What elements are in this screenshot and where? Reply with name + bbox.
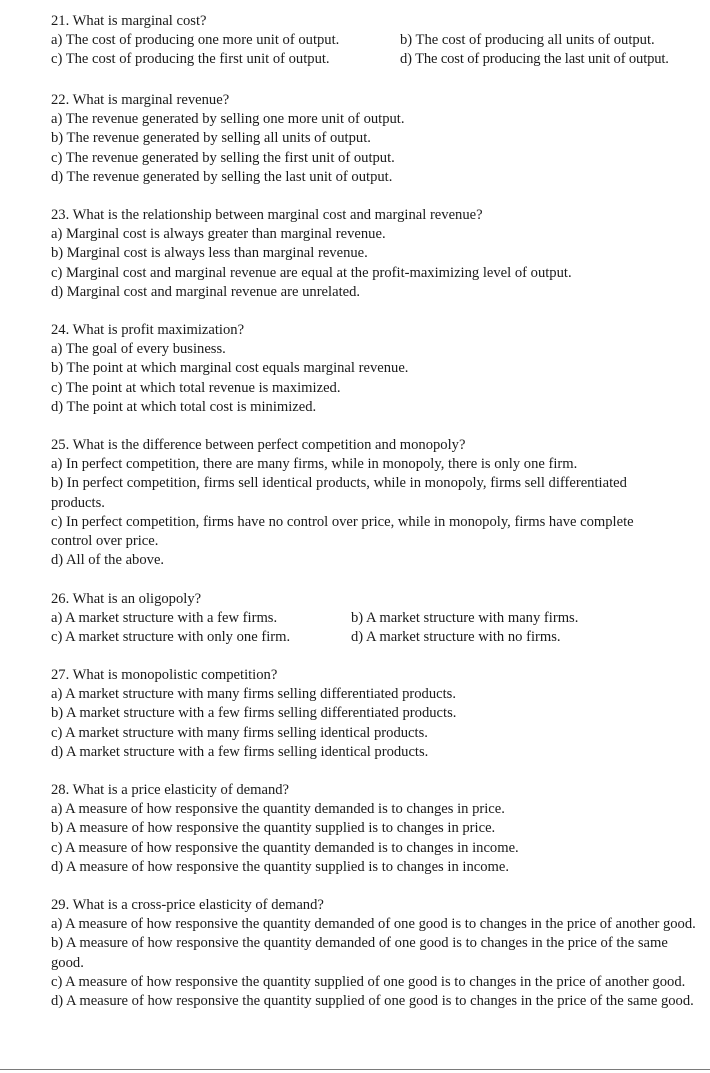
option-row: [51, 609, 701, 628]
question-title: 26. What is an oligopoly?: [51, 591, 202, 607]
option-c: c) Marginal cost and marginal revenue are equal at the profit-maximizing level of output.: [51, 264, 572, 281]
option-d: d) The revenue generated by selling the last unit of output.: [51, 168, 393, 185]
option-c: c) The point at which total revenue is maximized.: [51, 379, 341, 396]
option-a: a) A measure of how responsive the quantity demanded of one good is to changes in the price of another good.: [51, 916, 696, 933]
option-b: b) A measure of how responsive the quantity demanded of one good is to changes in the price of the same good.: [51, 935, 668, 971]
option-a: a) Marginal cost is always greater than marginal revenue.: [51, 226, 386, 243]
option-a: a) A market structure with many firms selling differentiated products.: [51, 686, 457, 703]
option-b: b) The point at which marginal cost equals marginal revenue.: [51, 360, 409, 377]
question-title: 22. What is marginal revenue?: [51, 92, 230, 108]
option-b: b) The revenue generated by selling all units of output.: [51, 130, 371, 147]
question-24: [51, 321, 701, 417]
question-26: [51, 590, 701, 648]
question-27: [51, 666, 701, 762]
option-a: a) The revenue generated by selling one more unit of output.: [51, 111, 405, 128]
option-c: c) A measure of how responsive the quantity supplied of one good is to changes in the price of another good.: [51, 973, 686, 990]
question-29: [51, 896, 701, 1011]
option-c: c) In perfect competition, firms have no control over price, while in monopoly, firms have complete control over price.: [51, 513, 634, 550]
option-d: d) The point at which total cost is minimized.: [51, 398, 317, 415]
question-title: 24. What is profit maximization?: [51, 322, 245, 338]
option-c: c) The cost of producing the first unit of output.: [51, 51, 330, 68]
option-d: d) All of the above.: [51, 552, 165, 569]
question-22: [51, 91, 701, 187]
option-c: c) The revenue generated by selling the first unit of output.: [51, 149, 395, 166]
option-b: b) A market structure with many firms.: [351, 610, 579, 627]
question-21: [51, 12, 701, 70]
option-d: d) A market structure with no firms.: [351, 629, 561, 646]
option-a: a) The goal of every business.: [51, 341, 226, 358]
option-c: c) A market structure with many firms selling identical products.: [51, 724, 428, 741]
page-bottom-divider: [0, 1069, 710, 1070]
question-title: 21. What is marginal cost?: [51, 13, 207, 29]
option-row: [51, 50, 701, 69]
option-b: b) The cost of producing all units of output.: [400, 32, 655, 49]
option-d: d) A market structure with a few firms selling identical products.: [51, 743, 429, 760]
question-title: 29. What is a cross-price elasticity of demand?: [51, 897, 324, 913]
option-d: d) Marginal cost and marginal revenue are unrelated.: [51, 283, 361, 300]
option-c: c) A market structure with only one firm.: [51, 629, 291, 646]
option-b: b) A measure of how responsive the quantity supplied is to changes in price.: [51, 820, 496, 837]
option-row: [51, 31, 701, 50]
option-c: c) A measure of how responsive the quantity demanded is to changes in income.: [51, 839, 519, 856]
option-a: a) In perfect competition, there are many firms, while in monopoly, there is only one firm.: [51, 456, 578, 473]
question-title: 28. What is a price elasticity of demand?: [51, 782, 290, 798]
question-title: 23. What is the relationship between marginal cost and marginal revenue?: [51, 207, 483, 223]
option-a: a) The cost of producing one more unit of output.: [51, 32, 340, 49]
option-row: [51, 628, 701, 647]
option-a: a) A measure of how responsive the quantity demanded is to changes in price.: [51, 801, 505, 818]
option-d: d) The cost of producing the last unit of output.: [400, 51, 669, 68]
option-d: d) A measure of how responsive the quantity supplied of one good is to changes in the price of the same good.: [51, 993, 694, 1010]
option-b: b) A market structure with a few firms selling differentiated products.: [51, 705, 457, 722]
option-b: b) In perfect competition, firms sell identical products, while in monopoly, firms sell differentiated products.: [51, 475, 627, 511]
question-title: 25. What is the difference between perfect competition and monopoly?: [51, 437, 466, 453]
question-23: [51, 206, 701, 302]
option-d: d) A measure of how responsive the quantity supplied is to changes in income.: [51, 858, 509, 875]
question-28: [51, 781, 701, 877]
question-title: 27. What is monopolistic competition?: [51, 667, 278, 683]
question-25: [51, 436, 661, 570]
option-a: a) A market structure with a few firms.: [51, 610, 278, 627]
option-b: b) Marginal cost is always less than marginal revenue.: [51, 245, 368, 262]
